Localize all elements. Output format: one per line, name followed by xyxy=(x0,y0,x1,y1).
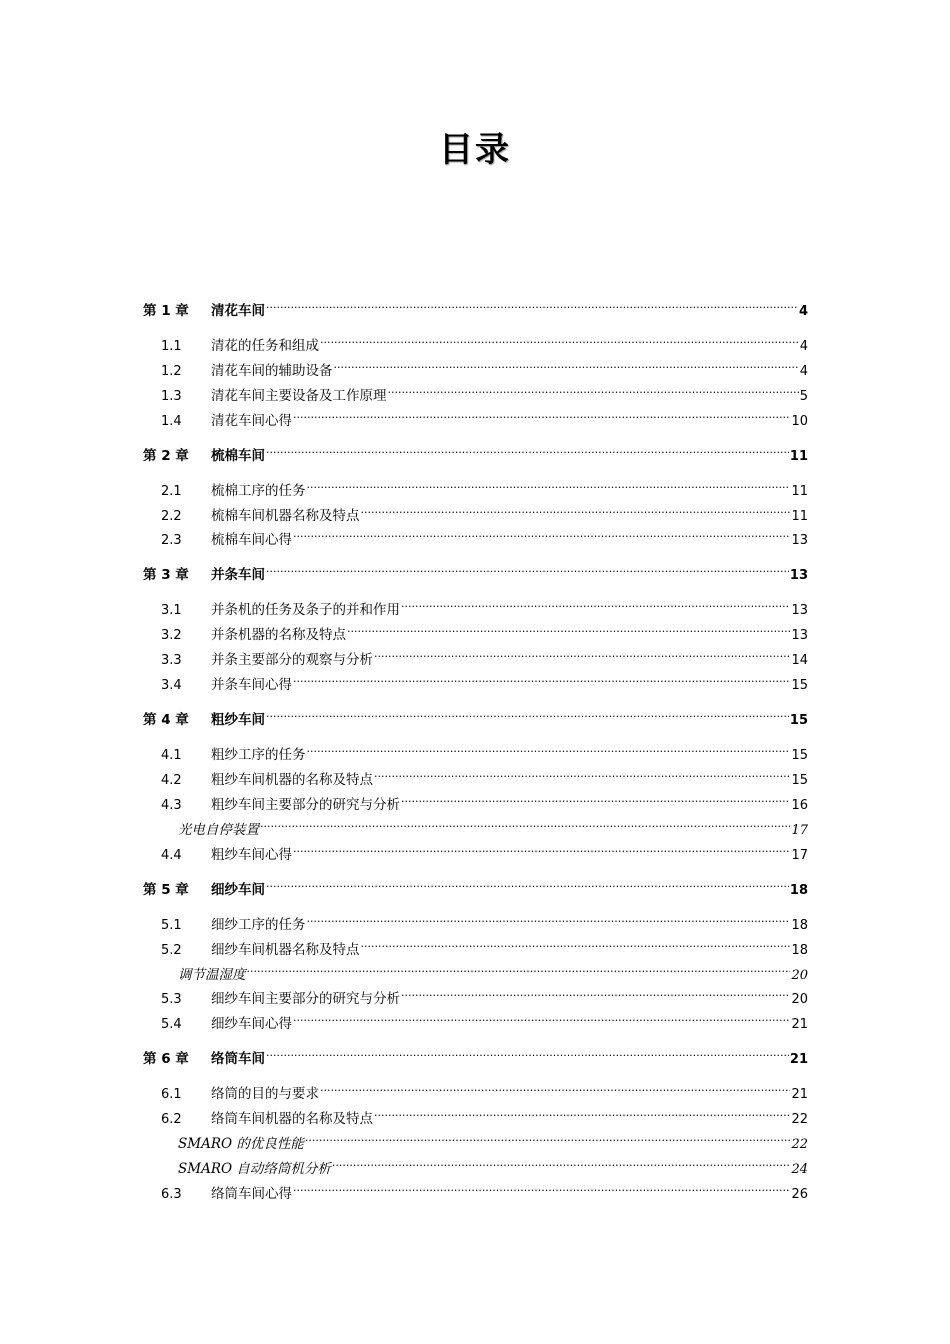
toc-section-entry[interactable] xyxy=(143,328,808,354)
toc-subsection-entry[interactable] xyxy=(178,812,808,838)
toc-chapter-entry[interactable] xyxy=(143,702,808,728)
toc-entry-label: 络筒车间机器的名称及特点 xyxy=(211,1111,373,1127)
toc-section-entry[interactable] xyxy=(143,1076,808,1102)
toc-dot-leader xyxy=(247,957,791,979)
toc-page-number: 11 xyxy=(791,484,808,499)
toc-dot-leader xyxy=(332,1151,791,1173)
toc-entry-number: 2.3 xyxy=(161,533,182,548)
toc-subsection-entry[interactable] xyxy=(178,957,808,983)
toc-entry-label: 光电自停装置 xyxy=(178,822,259,838)
toc-page-number: 10 xyxy=(791,414,808,429)
toc-section-entry[interactable] xyxy=(143,981,808,1007)
toc-dot-leader xyxy=(293,667,790,689)
toc-dot-leader xyxy=(401,981,790,1003)
toc-dot-leader xyxy=(307,473,791,495)
toc-page-number: 24 xyxy=(791,1162,808,1177)
toc-entry-number: 1.1 xyxy=(161,339,182,354)
toc-page-number: 15 xyxy=(791,678,808,693)
toc-entry-label: 梳棉工序的任务 xyxy=(211,483,306,499)
toc-section-entry[interactable] xyxy=(143,737,808,763)
toc-subsection-entry[interactable] xyxy=(178,1151,808,1177)
toc-dot-leader xyxy=(361,498,791,520)
toc-section-entry[interactable] xyxy=(143,592,808,618)
toc-page-number: 15 xyxy=(789,713,808,728)
toc-entry-number: 1.2 xyxy=(161,364,182,379)
toc-dot-leader xyxy=(401,592,790,614)
toc-entry-number: 4.2 xyxy=(161,773,182,788)
toc-chapter-entry[interactable] xyxy=(143,293,808,319)
toc-section-entry[interactable] xyxy=(143,1101,808,1127)
toc-dot-leader xyxy=(307,907,791,929)
toc-dot-leader xyxy=(293,1176,790,1198)
toc-entry-number: 6.1 xyxy=(161,1087,182,1102)
toc-entry-label: 络筒车间 xyxy=(211,1051,265,1067)
toc-entry-number: 5.3 xyxy=(161,992,182,1007)
toc-page-number: 17 xyxy=(791,823,808,838)
toc-dot-leader xyxy=(320,328,799,350)
toc-section-entry[interactable] xyxy=(143,787,808,813)
toc-page-number: 4 xyxy=(799,339,808,354)
toc-page-number: 18 xyxy=(791,943,808,958)
toc-entry-label: 清花车间 xyxy=(211,303,265,319)
toc-entry-number: 3.3 xyxy=(161,653,182,668)
toc-page-number: 14 xyxy=(791,653,808,668)
toc-dot-leader xyxy=(293,1006,790,1028)
toc-entry-label: 清花的任务和组成 xyxy=(211,338,319,354)
toc-entry-number: 1.3 xyxy=(161,389,182,404)
toc-entry-label: 络筒的目的与要求 xyxy=(211,1086,319,1102)
toc-entry-label: 梳棉车间 xyxy=(211,448,265,464)
toc-entry-label: 梳棉车间机器名称及特点 xyxy=(211,508,360,524)
toc-dot-leader xyxy=(293,403,790,425)
toc-page-number: 21 xyxy=(789,1052,808,1067)
toc-entry-label: 细纱车间机器名称及特点 xyxy=(211,942,360,958)
toc-entry-label: 粗纱车间主要部分的研究与分析 xyxy=(211,797,400,813)
toc-entry-number: 3.4 xyxy=(161,678,182,693)
toc-section-entry[interactable] xyxy=(143,907,808,933)
toc-page-number: 15 xyxy=(791,748,808,763)
toc-entry-label: 清花车间心得 xyxy=(211,413,292,429)
toc-dot-leader xyxy=(374,762,790,784)
toc-entry-label: 细纱工序的任务 xyxy=(211,917,306,933)
toc-entry-label: 并条车间心得 xyxy=(211,677,292,693)
toc-entry-number: 1.4 xyxy=(161,414,182,429)
toc-section-entry[interactable] xyxy=(143,522,808,548)
toc-page-number: 21 xyxy=(791,1017,808,1032)
toc-entry-number: 3.2 xyxy=(161,628,182,643)
toc-page-number: 20 xyxy=(791,968,808,983)
toc-entry-number: 6.2 xyxy=(161,1112,182,1127)
toc-dot-leader xyxy=(320,1076,790,1098)
toc-dot-leader xyxy=(260,812,790,834)
toc-page-number: 4 xyxy=(799,364,808,379)
toc-page-number: 17 xyxy=(791,848,808,863)
toc-dot-leader xyxy=(293,522,790,544)
toc-entry-label: 并条主要部分的观察与分析 xyxy=(211,652,373,668)
toc-dot-leader xyxy=(347,617,790,639)
toc-chapter-entry[interactable] xyxy=(143,438,808,464)
toc-dot-leader xyxy=(361,932,791,954)
toc-dot-leader xyxy=(266,702,789,724)
toc-entry-label: SMARO 自动络筒机分析 xyxy=(178,1161,331,1177)
toc-section-entry[interactable] xyxy=(143,498,808,524)
toc-page-number: 13 xyxy=(791,533,808,548)
toc-page-number: 16 xyxy=(791,798,808,813)
toc-entry-label: 粗纱车间机器的名称及特点 xyxy=(211,772,373,788)
toc-dot-leader xyxy=(266,293,798,315)
toc-entry-number: 4.4 xyxy=(161,848,182,863)
toc-entry-number: 3.1 xyxy=(161,603,182,618)
toc-page-number: 11 xyxy=(791,509,808,524)
toc-entry-label: 络筒车间心得 xyxy=(211,1186,292,1202)
toc-entry-label: 细纱车间心得 xyxy=(211,1016,292,1032)
toc-section-entry[interactable] xyxy=(143,378,808,404)
toc-entry-label: 清花车间主要设备及工作原理 xyxy=(211,388,387,404)
toc-entry-number: 第 4 章 xyxy=(143,712,189,728)
toc-chapter-entry[interactable] xyxy=(143,872,808,898)
toc-page-number: 13 xyxy=(791,628,808,643)
toc-entry-number: 5.4 xyxy=(161,1017,182,1032)
toc-section-entry[interactable] xyxy=(143,762,808,788)
toc-entry-label: SMARO 的优良性能 xyxy=(178,1136,304,1152)
toc-page-number: 18 xyxy=(789,883,808,898)
toc-dot-leader xyxy=(266,438,789,460)
toc-page-number: 22 xyxy=(791,1137,808,1152)
toc-entry-label: 粗纱车间 xyxy=(211,712,265,728)
toc-section-entry[interactable] xyxy=(143,837,808,863)
toc-entry-number: 第 2 章 xyxy=(143,448,189,464)
toc-section-entry[interactable] xyxy=(143,353,808,379)
toc-page-number: 13 xyxy=(789,568,808,583)
toc-entry-label: 调节温湿度 xyxy=(178,967,246,983)
toc-dot-leader xyxy=(307,737,791,759)
toc-entry-label: 并条机器的名称及特点 xyxy=(211,627,346,643)
toc-entry-label: 梳棉车间心得 xyxy=(211,532,292,548)
toc-entry-number: 第 5 章 xyxy=(143,882,189,898)
toc-entry-number: 第 1 章 xyxy=(143,303,189,319)
toc-dot-leader xyxy=(266,872,789,894)
toc-page-number: 21 xyxy=(791,1087,808,1102)
toc-entry-number: 5.1 xyxy=(161,918,182,933)
toc-page-number: 20 xyxy=(791,992,808,1007)
toc-page-number: 26 xyxy=(791,1187,808,1202)
toc-page-number: 13 xyxy=(791,603,808,618)
toc-entry-label: 清花车间的辅助设备 xyxy=(211,363,333,379)
toc-page-number: 22 xyxy=(791,1112,808,1127)
toc-entry-number: 4.3 xyxy=(161,798,182,813)
toc-dot-leader xyxy=(401,787,790,809)
toc-entry-label: 并条机的任务及条子的并和作用 xyxy=(211,602,400,618)
toc-section-entry[interactable] xyxy=(143,473,808,499)
toc-entry-label: 并条车间 xyxy=(211,567,265,583)
toc-section-entry[interactable] xyxy=(143,1006,808,1032)
toc-dot-leader xyxy=(374,1101,790,1123)
toc-dot-leader xyxy=(305,1126,791,1148)
toc-chapter-entry[interactable] xyxy=(143,557,808,583)
toc-section-entry[interactable] xyxy=(143,932,808,958)
toc-entry-number: 2.2 xyxy=(161,509,182,524)
toc-entry-number: 6.3 xyxy=(161,1187,182,1202)
toc-entry-number: 2.1 xyxy=(161,484,182,499)
toc-dot-leader xyxy=(374,642,790,664)
toc-chapter-entry[interactable] xyxy=(143,1041,808,1067)
toc-dot-leader xyxy=(293,837,790,859)
toc-entry-label: 细纱车间主要部分的研究与分析 xyxy=(211,991,400,1007)
toc-entry-label: 细纱车间 xyxy=(211,882,265,898)
toc-page-number: 18 xyxy=(791,918,808,933)
toc-entry-label: 粗纱车间心得 xyxy=(211,847,292,863)
toc-dot-leader xyxy=(266,557,789,579)
toc-dot-leader xyxy=(266,1041,789,1063)
toc-section-entry[interactable] xyxy=(143,1176,808,1202)
toc-page-number: 15 xyxy=(791,773,808,788)
toc-section-entry[interactable] xyxy=(143,617,808,643)
toc-section-entry[interactable] xyxy=(143,642,808,668)
toc-entry-number: 4.1 xyxy=(161,748,182,763)
toc-page-number: 11 xyxy=(789,449,808,464)
toc-page-number: 5 xyxy=(799,389,808,404)
toc-entry-label: 粗纱工序的任务 xyxy=(211,747,306,763)
toc-page-number: 4 xyxy=(798,304,808,319)
toc-dot-leader xyxy=(388,378,799,400)
toc-entry-number: 5.2 xyxy=(161,943,182,958)
toc-section-entry[interactable] xyxy=(143,403,808,429)
toc-entry-number: 第 3 章 xyxy=(143,567,189,583)
toc-subsection-entry[interactable] xyxy=(178,1126,808,1152)
toc-entry-number: 第 6 章 xyxy=(143,1051,189,1067)
toc-section-entry[interactable] xyxy=(143,667,808,693)
toc-dot-leader xyxy=(334,353,799,375)
page-title: 目录 xyxy=(439,130,511,170)
